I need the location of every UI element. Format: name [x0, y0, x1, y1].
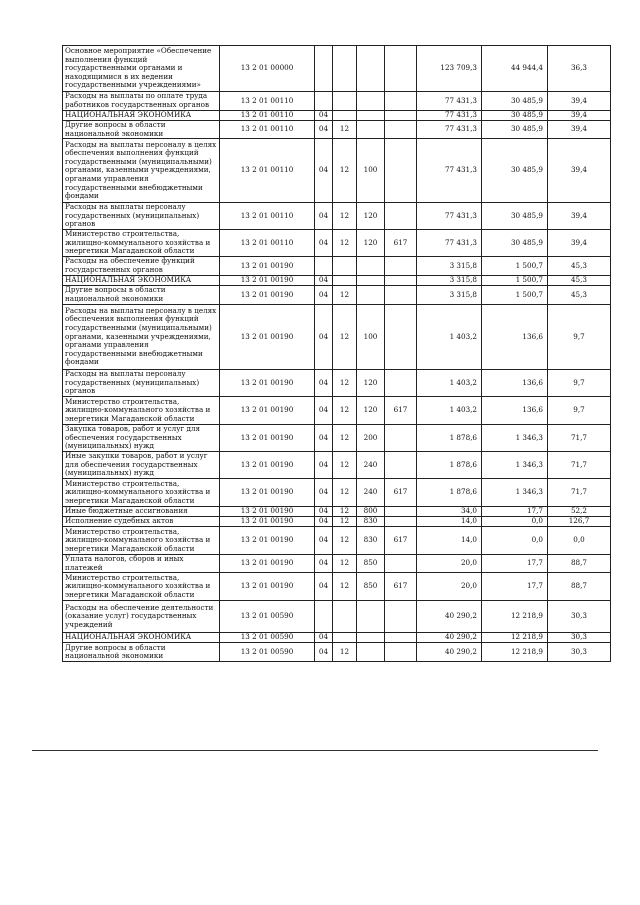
row-name: Министерство строительства, жилищно-коммунального хозяйства и энергетики Магаданской области [63, 478, 220, 506]
row-expense-type: 240 [357, 451, 385, 478]
row-fact: 17,7 [482, 573, 548, 601]
row-fact: 30 485,9 [482, 203, 548, 230]
row-subsection [333, 633, 357, 643]
row-subsection: 12 [333, 203, 357, 230]
row-code: 13 2 01 00190 [220, 451, 315, 478]
row-section: 04 [315, 229, 333, 256]
row-plan: 1 878,6 [417, 451, 482, 478]
row-fact: 12 218,9 [482, 601, 548, 633]
row-code: 13 2 01 00190 [220, 304, 315, 369]
table-row [63, 275, 611, 285]
row-percent: 45,3 [548, 275, 611, 285]
row-admin-code [385, 46, 417, 92]
row-subsection [333, 256, 357, 275]
row-section: 04 [315, 633, 333, 643]
row-expense-type [357, 256, 385, 275]
row-plan: 77 431,3 [417, 121, 482, 139]
row-code: 13 2 01 00190 [220, 285, 315, 304]
row-percent: 39,4 [548, 111, 611, 121]
row-subsection: 12 [333, 369, 357, 396]
row-subsection: 12 [333, 516, 357, 526]
row-code: 13 2 01 00190 [220, 573, 315, 601]
row-code: 13 2 01 00590 [220, 633, 315, 643]
budget-table [62, 45, 611, 662]
row-name: НАЦИОНАЛЬНАЯ ЭКОНОМИКА [63, 111, 220, 121]
row-name: Другие вопросы в области национальной экономики [63, 643, 220, 662]
row-subsection: 12 [333, 526, 357, 554]
table-row [63, 304, 611, 369]
row-subsection [333, 46, 357, 92]
row-percent: 71,7 [548, 451, 611, 478]
row-section: 04 [315, 526, 333, 554]
row-code: 13 2 01 00190 [220, 369, 315, 396]
row-code: 13 2 01 00190 [220, 424, 315, 451]
row-section [315, 46, 333, 92]
row-plan: 77 431,3 [417, 203, 482, 230]
row-name: Министерство строительства, жилищно-коммунального хозяйства и энергетики Магаданской области [63, 526, 220, 554]
row-expense-type: 120 [357, 203, 385, 230]
row-plan: 20,0 [417, 573, 482, 601]
row-admin-code [385, 285, 417, 304]
row-name: Основное мероприятие «Обеспечение выполнения функций государственными органами и находящимися в их ведении государственными учреждениями» [63, 46, 220, 92]
row-percent: 9,7 [548, 396, 611, 424]
row-percent: 30,3 [548, 643, 611, 662]
row-name: Расходы на выплаты персоналу в целях обеспечения выполнения функций государственными (муниципальными) органами, казенными учреждениями, органами управления государственными внебюджетными фондами [63, 304, 220, 369]
row-percent: 126,7 [548, 516, 611, 526]
row-code: 13 2 01 00000 [220, 46, 315, 92]
row-code: 13 2 01 00110 [220, 111, 315, 121]
row-fact: 136,6 [482, 304, 548, 369]
row-name: Расходы на обеспечение функций государственных органов [63, 256, 220, 275]
row-code: 13 2 01 00110 [220, 229, 315, 256]
row-section: 04 [315, 111, 333, 121]
row-fact: 30 485,9 [482, 92, 548, 111]
row-code: 13 2 01 00190 [220, 396, 315, 424]
row-code: 13 2 01 00110 [220, 139, 315, 203]
table-row [63, 92, 611, 111]
row-subsection: 12 [333, 451, 357, 478]
row-section: 04 [315, 275, 333, 285]
row-fact: 17,7 [482, 554, 548, 572]
row-percent: 39,4 [548, 139, 611, 203]
row-section: 04 [315, 121, 333, 139]
row-admin-code [385, 643, 417, 662]
row-percent: 45,3 [548, 285, 611, 304]
table-row [63, 203, 611, 230]
row-plan: 77 431,3 [417, 229, 482, 256]
row-fact: 0,0 [482, 516, 548, 526]
row-admin-code: 617 [385, 396, 417, 424]
row-fact: 1 500,7 [482, 285, 548, 304]
row-code: 13 2 01 00190 [220, 256, 315, 275]
row-plan: 77 431,3 [417, 92, 482, 111]
row-admin-code [385, 203, 417, 230]
row-section: 04 [315, 396, 333, 424]
row-fact: 30 485,9 [482, 121, 548, 139]
row-code: 13 2 01 00190 [220, 275, 315, 285]
row-code: 13 2 01 00190 [220, 506, 315, 516]
row-code: 13 2 01 00190 [220, 526, 315, 554]
row-section: 04 [315, 554, 333, 572]
row-plan: 1 878,6 [417, 478, 482, 506]
row-section [315, 256, 333, 275]
row-percent: 9,7 [548, 369, 611, 396]
row-name: Другие вопросы в области национальной экономики [63, 285, 220, 304]
row-section: 04 [315, 139, 333, 203]
row-fact: 1 346,3 [482, 478, 548, 506]
row-fact: 12 218,9 [482, 633, 548, 643]
table-row [63, 633, 611, 643]
row-section: 04 [315, 203, 333, 230]
table-row [63, 516, 611, 526]
row-plan: 20,0 [417, 554, 482, 572]
row-admin-code [385, 506, 417, 516]
row-subsection: 12 [333, 285, 357, 304]
row-plan: 1 403,2 [417, 304, 482, 369]
row-plan: 3 315,8 [417, 275, 482, 285]
row-name: Расходы на выплаты персоналу в целях обеспечения выполнения функций государственными (муниципальными) органами, казенными учреждениями, органами управления государственными внебюджетными фондами [63, 139, 220, 203]
row-admin-code [385, 633, 417, 643]
row-admin-code [385, 256, 417, 275]
row-expense-type [357, 643, 385, 662]
row-name: Уплата налогов, сборов и иных платежей [63, 554, 220, 572]
table-row [63, 643, 611, 662]
row-section: 04 [315, 516, 333, 526]
row-section [315, 92, 333, 111]
row-fact: 30 485,9 [482, 139, 548, 203]
row-admin-code [385, 304, 417, 369]
table-row [63, 526, 611, 554]
row-plan: 77 431,3 [417, 139, 482, 203]
row-name: Расходы на выплаты по оплате труда работников государственных органов [63, 92, 220, 111]
row-expense-type: 120 [357, 369, 385, 396]
row-subsection: 12 [333, 573, 357, 601]
row-expense-type: 830 [357, 516, 385, 526]
row-name: Министерство строительства, жилищно-коммунального хозяйства и энергетики Магаданской области [63, 573, 220, 601]
table-row [63, 573, 611, 601]
row-fact: 44 944,4 [482, 46, 548, 92]
row-subsection: 12 [333, 304, 357, 369]
row-fact: 12 218,9 [482, 643, 548, 662]
row-name: Расходы на обеспечение деятельности (оказание услуг) государственных учреждений [63, 601, 220, 633]
row-percent: 71,7 [548, 478, 611, 506]
row-subsection: 12 [333, 396, 357, 424]
row-expense-type [357, 633, 385, 643]
row-admin-code [385, 516, 417, 526]
table-row [63, 554, 611, 572]
row-expense-type [357, 275, 385, 285]
row-expense-type [357, 285, 385, 304]
row-expense-type: 800 [357, 506, 385, 516]
row-expense-type [357, 121, 385, 139]
row-name: Иные закупки товаров, работ и услуг для обеспечения государственных (муниципальных) нужд [63, 451, 220, 478]
row-plan: 14,0 [417, 526, 482, 554]
row-section: 04 [315, 506, 333, 516]
row-section: 04 [315, 478, 333, 506]
row-subsection: 12 [333, 478, 357, 506]
row-fact: 1 346,3 [482, 451, 548, 478]
bottom-rule [32, 750, 598, 751]
row-admin-code [385, 92, 417, 111]
row-plan: 3 315,8 [417, 285, 482, 304]
row-section: 04 [315, 285, 333, 304]
row-code: 13 2 01 00110 [220, 92, 315, 111]
table-body [63, 46, 611, 662]
table-row [63, 256, 611, 275]
row-plan: 14,0 [417, 516, 482, 526]
row-subsection [333, 111, 357, 121]
row-plan: 3 315,8 [417, 256, 482, 275]
row-plan: 34,0 [417, 506, 482, 516]
row-expense-type: 830 [357, 526, 385, 554]
row-expense-type: 850 [357, 554, 385, 572]
row-code: 13 2 01 00110 [220, 203, 315, 230]
row-percent: 30,3 [548, 601, 611, 633]
row-section: 04 [315, 304, 333, 369]
row-plan: 123 709,3 [417, 46, 482, 92]
row-section [315, 601, 333, 633]
row-plan: 1 403,2 [417, 396, 482, 424]
row-expense-type [357, 111, 385, 121]
row-subsection: 12 [333, 554, 357, 572]
table-row [63, 229, 611, 256]
row-section: 04 [315, 424, 333, 451]
row-plan: 40 290,2 [417, 601, 482, 633]
row-admin-code [385, 121, 417, 139]
row-expense-type: 100 [357, 139, 385, 203]
row-name: Иные бюджетные ассигнования [63, 506, 220, 516]
row-plan: 1 878,6 [417, 424, 482, 451]
row-admin-code: 617 [385, 573, 417, 601]
table-row [63, 285, 611, 304]
row-percent: 45,3 [548, 256, 611, 275]
row-percent: 39,4 [548, 229, 611, 256]
row-name: Министерство строительства, жилищно-коммунального хозяйства и энергетики Магаданской области [63, 229, 220, 256]
row-subsection: 12 [333, 424, 357, 451]
table-row [63, 46, 611, 92]
row-name: НАЦИОНАЛЬНАЯ ЭКОНОМИКА [63, 633, 220, 643]
row-name: Другие вопросы в области национальной экономики [63, 121, 220, 139]
row-percent: 52,2 [548, 506, 611, 516]
row-subsection [333, 92, 357, 111]
row-subsection: 12 [333, 139, 357, 203]
row-section: 04 [315, 451, 333, 478]
row-expense-type: 100 [357, 304, 385, 369]
row-admin-code [385, 139, 417, 203]
row-admin-code: 617 [385, 478, 417, 506]
row-subsection: 12 [333, 643, 357, 662]
table-row [63, 451, 611, 478]
table-row [63, 369, 611, 396]
row-name: Расходы на выплаты персоналу государственных (муниципальных) органов [63, 369, 220, 396]
table-row [63, 424, 611, 451]
row-name: Исполнение судебных актов [63, 516, 220, 526]
row-fact: 136,6 [482, 369, 548, 396]
row-plan: 1 403,2 [417, 369, 482, 396]
row-subsection: 12 [333, 121, 357, 139]
row-admin-code [385, 554, 417, 572]
row-plan: 40 290,2 [417, 633, 482, 643]
row-expense-type: 120 [357, 229, 385, 256]
row-code: 13 2 01 00110 [220, 121, 315, 139]
row-percent: 71,7 [548, 424, 611, 451]
row-expense-type: 850 [357, 573, 385, 601]
row-admin-code [385, 275, 417, 285]
row-fact: 30 485,9 [482, 111, 548, 121]
row-name: Закупка товаров, работ и услуг для обеспечения государственных (муниципальных) нужд [63, 424, 220, 451]
row-expense-type: 240 [357, 478, 385, 506]
row-percent: 9,7 [548, 304, 611, 369]
row-fact: 1 500,7 [482, 256, 548, 275]
row-fact: 30 485,9 [482, 229, 548, 256]
row-percent: 39,4 [548, 121, 611, 139]
row-code: 13 2 01 00590 [220, 601, 315, 633]
table-row [63, 139, 611, 203]
row-admin-code [385, 424, 417, 451]
row-section: 04 [315, 573, 333, 601]
row-fact: 17,7 [482, 506, 548, 516]
row-expense-type: 200 [357, 424, 385, 451]
row-subsection: 12 [333, 506, 357, 516]
row-code: 13 2 01 00190 [220, 554, 315, 572]
row-percent: 88,7 [548, 554, 611, 572]
row-fact: 136,6 [482, 396, 548, 424]
row-section: 04 [315, 369, 333, 396]
row-admin-code [385, 601, 417, 633]
row-code: 13 2 01 00590 [220, 643, 315, 662]
row-percent: 0,0 [548, 526, 611, 554]
table-row [63, 121, 611, 139]
row-name: Министерство строительства, жилищно-коммунального хозяйства и энергетики Магаданской области [63, 396, 220, 424]
row-percent: 39,4 [548, 92, 611, 111]
row-section: 04 [315, 643, 333, 662]
table-row [63, 478, 611, 506]
table-row [63, 396, 611, 424]
table-row [63, 111, 611, 121]
row-admin-code: 617 [385, 526, 417, 554]
row-name: Расходы на выплаты персоналу государственных (муниципальных) органов [63, 203, 220, 230]
row-name: НАЦИОНАЛЬНАЯ ЭКОНОМИКА [63, 275, 220, 285]
row-percent: 30,3 [548, 633, 611, 643]
row-admin-code [385, 369, 417, 396]
row-expense-type [357, 46, 385, 92]
row-admin-code [385, 111, 417, 121]
row-admin-code [385, 451, 417, 478]
row-code: 13 2 01 00190 [220, 516, 315, 526]
row-fact: 1 346,3 [482, 424, 548, 451]
row-expense-type: 120 [357, 396, 385, 424]
row-expense-type [357, 601, 385, 633]
row-subsection: 12 [333, 229, 357, 256]
row-percent: 36,3 [548, 46, 611, 92]
row-code: 13 2 01 00190 [220, 478, 315, 506]
table-row [63, 601, 611, 633]
row-fact: 1 500,7 [482, 275, 548, 285]
row-percent: 88,7 [548, 573, 611, 601]
row-admin-code: 617 [385, 229, 417, 256]
row-subsection [333, 601, 357, 633]
row-subsection [333, 275, 357, 285]
row-plan: 77 431,3 [417, 111, 482, 121]
table-row [63, 506, 611, 516]
row-percent: 39,4 [548, 203, 611, 230]
row-fact: 0,0 [482, 526, 548, 554]
row-expense-type [357, 92, 385, 111]
row-plan: 40 290,2 [417, 643, 482, 662]
